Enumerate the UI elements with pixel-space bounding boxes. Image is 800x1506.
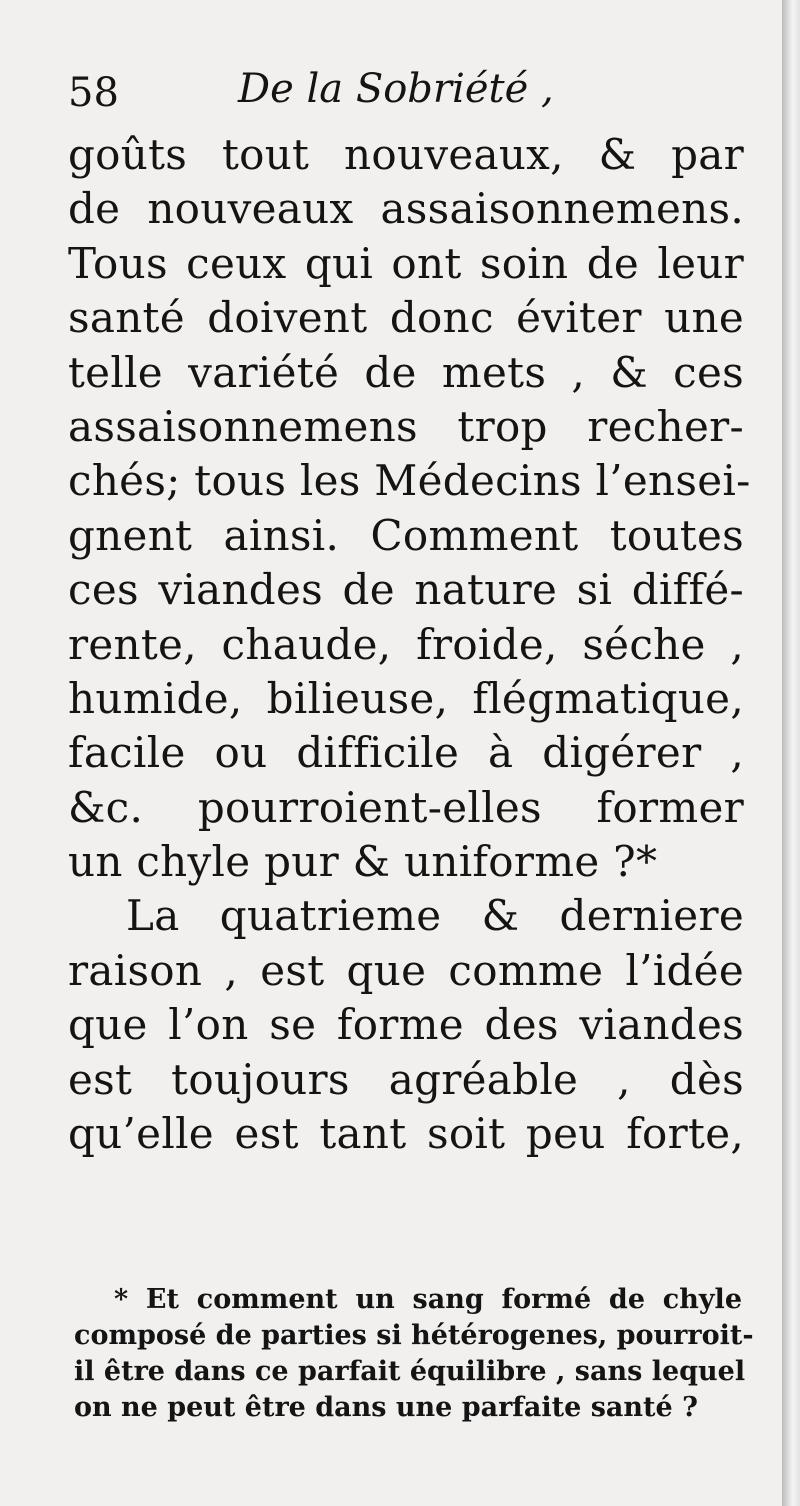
text-line: facile ou difficile à digérer , xyxy=(68,728,744,778)
text-line: La quatrieme & derniere xyxy=(126,891,744,941)
text-line: telle variété de mets , & ces xyxy=(68,347,744,397)
footnote-line: il être dans ce parfait équilibre , sans lequel xyxy=(74,1356,746,1387)
text-line: Tous ceux qui ont soin de leur xyxy=(68,238,744,288)
text-line: humide, bilieuse, flégmatique, xyxy=(68,673,744,723)
footnote-line: on ne peut être dans une parfaite santé ? xyxy=(74,1392,698,1423)
text-line: un chyle pur & uniforme ?* xyxy=(68,837,658,887)
text-line: rente, chaude, froide, séche , xyxy=(68,619,744,669)
footnote-line: composé de parties si hétérogenes, pourroit- xyxy=(74,1320,754,1351)
page-edge-shadow xyxy=(782,0,800,1506)
text-line: que l’on se forme des viandes xyxy=(68,1000,744,1050)
footnote xyxy=(74,1282,754,1426)
page-number: 58 xyxy=(68,70,119,116)
body-text xyxy=(68,128,751,1161)
text-line: est toujours agréable , dès xyxy=(68,1054,744,1104)
text-line: santé doivent donc éviter une xyxy=(68,293,744,343)
text-line: &c. pourroient-elles former xyxy=(68,782,744,832)
text-line: raison , est que comme l’idée xyxy=(68,945,744,995)
running-head: De la Sobriété , xyxy=(238,66,554,112)
text-line: gnent ainsi. Comment toutes xyxy=(68,510,744,560)
text-line: assaisonnemens trop recher- xyxy=(68,401,744,451)
text-line: ces viandes de nature si diffé- xyxy=(68,565,744,615)
text-line: de nouveaux assaisonnemens. xyxy=(68,184,744,234)
text-line: qu’elle est tant soit peu forte, xyxy=(68,1109,744,1159)
text-line: goûts tout nouveaux, & par xyxy=(68,130,744,179)
page-header xyxy=(68,62,748,122)
footnote-line: * Et comment un sang formé de chyle xyxy=(114,1284,742,1315)
text-line: chés; tous les Médecins l’ensei- xyxy=(68,456,751,506)
